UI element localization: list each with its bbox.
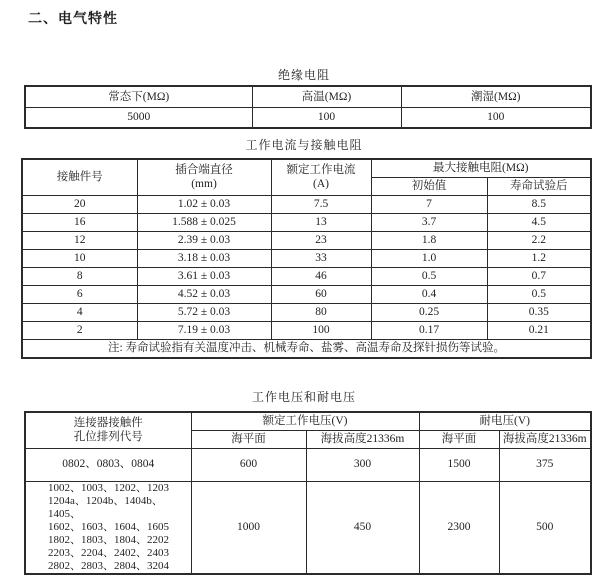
table-row <box>25 448 591 481</box>
header-contact-number: 接触件号 <box>22 159 137 195</box>
table-cell: 13 <box>271 213 371 231</box>
table-cell: 3.7 <box>371 213 487 231</box>
header-mating-diameter <box>137 159 271 195</box>
table-row <box>25 107 591 128</box>
header-sea-level-rated: 海平面 <box>191 430 306 448</box>
table-cell: 0.21 <box>487 321 591 339</box>
code-line: 1802、1803、1804、2202 <box>48 533 169 546</box>
header-altitude-withstand: 海拔高度21336m <box>499 430 591 448</box>
header-connector-code <box>25 412 191 448</box>
table-cell: 6 <box>22 285 137 303</box>
table-header-row <box>25 86 591 107</box>
header-normal-condition: 常态下(MΩ) <box>25 86 252 107</box>
voltage-table-caption: 工作电压和耐电压 <box>251 390 356 404</box>
current-table-caption: 工作电流与接触电阻 <box>245 138 363 152</box>
header-mating-diameter-line2: (mm) <box>191 178 217 191</box>
header-max-contact-resistance: 最大接触电阻(MΩ) <box>371 159 591 177</box>
table-note-row <box>22 339 591 358</box>
table-cell: 0.4 <box>371 285 487 303</box>
table-cell: 10 <box>22 249 137 267</box>
insulation-table <box>24 85 592 129</box>
table-row <box>22 213 591 231</box>
table-cell: 0.17 <box>371 321 487 339</box>
table-cell: 5.72 ± 0.03 <box>137 303 271 321</box>
code-line: 1002、1003、1202、1203 <box>48 481 169 494</box>
table-cell: 20 <box>22 195 137 213</box>
table-header-row <box>22 159 591 177</box>
header-initial-value: 初始值 <box>371 177 487 195</box>
header-rated-voltage: 额定工作电压(V) <box>191 412 419 430</box>
header-rated-current-line2: (A) <box>313 178 329 191</box>
voltage-table <box>24 411 592 575</box>
code-line: 1204a、1204b、1404b、1405、 <box>48 494 163 520</box>
table-cell: 8 <box>22 267 137 285</box>
table-row <box>22 267 591 285</box>
table-cell: 500 <box>499 481 591 574</box>
table-cell: 0.7 <box>487 267 591 285</box>
table-cell: 33 <box>271 249 371 267</box>
table-cell: 450 <box>306 481 419 574</box>
table-cell: 0.25 <box>371 303 487 321</box>
current-contact-resistance-table <box>21 158 592 359</box>
table-cell: 8.5 <box>487 195 591 213</box>
table-row <box>25 481 591 574</box>
header-after-life-test: 寿命试验后 <box>487 177 591 195</box>
table-cell: 46 <box>271 267 371 285</box>
table-cell: 2 <box>22 321 137 339</box>
code-line: 2203、2204、2402、2403 <box>48 546 169 559</box>
table-cell: 1.2 <box>487 249 591 267</box>
code-line: 1602、1603、1604、1605 <box>48 520 169 533</box>
table-cell: 16 <box>22 213 137 231</box>
insulation-table-caption: 绝缘电阻 <box>277 68 330 82</box>
table-cell: 100 <box>252 107 401 128</box>
table-cell: 7.19 ± 0.03 <box>137 321 271 339</box>
table-cell: 0.35 <box>487 303 591 321</box>
table-cell: 300 <box>306 448 419 481</box>
table-cell: 7 <box>371 195 487 213</box>
table-cell: 4.5 <box>487 213 591 231</box>
table-cell: 7.5 <box>271 195 371 213</box>
header-sea-level-withstand: 海平面 <box>419 430 499 448</box>
table-row <box>22 285 591 303</box>
code-line: 2802、2803、2804、3204 <box>48 559 169 572</box>
table-cell: 3.61 ± 0.03 <box>137 267 271 285</box>
table-cell: 23 <box>271 231 371 249</box>
table-cell: 1.588 ± 0.025 <box>137 213 271 231</box>
table-cell: 100 <box>401 107 591 128</box>
table-cell: 1500 <box>419 448 499 481</box>
table-header-row <box>25 412 591 430</box>
header-high-temp: 高温(MΩ) <box>252 86 401 107</box>
connector-codes-cell: 0802、0803、0804 <box>25 448 191 481</box>
table-cell: 600 <box>191 448 306 481</box>
table-note: 注: 寿命试验指有关温度冲击、机械寿命、盐雾、高温寿命及探针损伤等试验。 <box>22 339 591 358</box>
table-cell: 2300 <box>419 481 499 574</box>
page-title: 二、电气特性 <box>28 10 118 26</box>
table-row <box>22 231 591 249</box>
connector-codes-cell <box>25 481 191 574</box>
table-row <box>22 195 591 213</box>
header-rated-current-line1: 额定工作电流 <box>286 163 356 176</box>
table-cell: 1000 <box>191 481 306 574</box>
header-connector-code-line1: 连接器接触件 <box>73 416 143 429</box>
header-altitude-rated: 海拔高度21336m <box>306 430 419 448</box>
header-connector-code-line2: 孔位排列代号 <box>73 431 143 444</box>
table-cell: 1.8 <box>371 231 487 249</box>
table-cell: 100 <box>271 321 371 339</box>
table-cell: 375 <box>499 448 591 481</box>
table-cell: 4.52 ± 0.03 <box>137 285 271 303</box>
table-row <box>22 303 591 321</box>
table-row <box>22 321 591 339</box>
header-rated-current <box>271 159 371 195</box>
table-cell: 3.18 ± 0.03 <box>137 249 271 267</box>
table-cell: 2.2 <box>487 231 591 249</box>
table-cell: 80 <box>271 303 371 321</box>
table-row <box>22 249 591 267</box>
table-cell: 60 <box>271 285 371 303</box>
header-withstand-voltage: 耐电压(V) <box>419 412 591 430</box>
table-cell: 5000 <box>25 107 252 128</box>
table-cell: 2.39 ± 0.03 <box>137 231 271 249</box>
table-cell: 12 <box>22 231 137 249</box>
table-cell: 1.02 ± 0.03 <box>137 195 271 213</box>
table-cell: 1.0 <box>371 249 487 267</box>
table-cell: 0.5 <box>487 285 591 303</box>
table-cell: 4 <box>22 303 137 321</box>
header-humidity: 潮湿(MΩ) <box>401 86 591 107</box>
header-mating-diameter-line1: 插合端直径 <box>175 163 233 176</box>
table-cell: 0.5 <box>371 267 487 285</box>
